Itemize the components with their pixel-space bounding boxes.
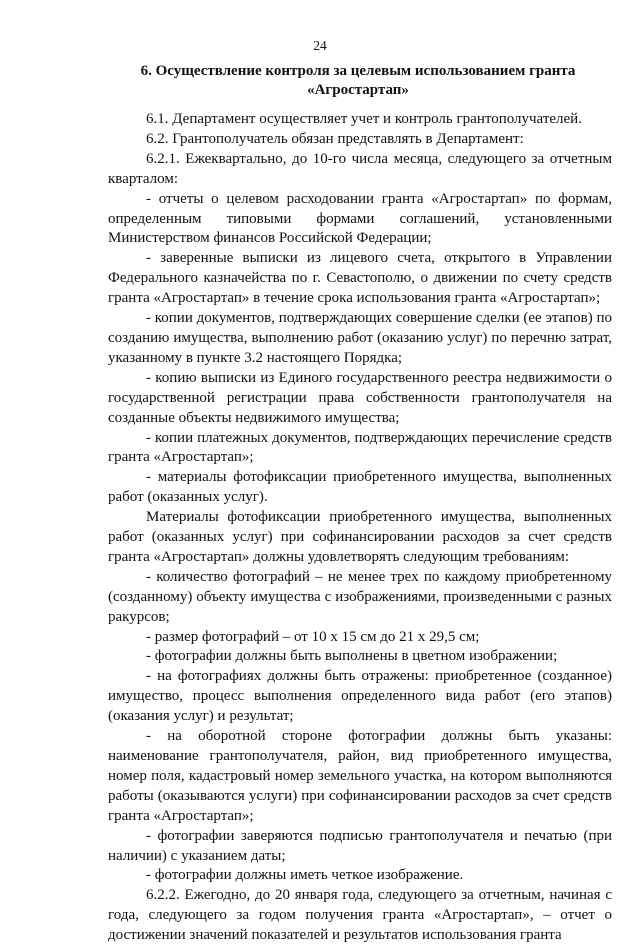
paragraph-photo-requirements: Материалы фотофиксации приобретенного имущества, выполненных работ (оказанных услуг) при софинансировании расходов за счет средств гранта «Агростартап» должны удовлетворять следующим требованиям: — [108, 509, 612, 565]
list-item-registry-extract: - копию выписки из Единого государственного реестра недвижимости о государственной регистрации права собственности грантополучателя на созданные объекты недвижимого имущества; — [108, 369, 612, 426]
section-heading-line-2: «Агростартап» — [307, 82, 409, 98]
list-item-photo-size: - размер фотографий – от 10 х 15 см до 21 х 29,5 см; — [146, 628, 480, 645]
list-item-photo-clarity: - фотографии должны иметь четкое изображение. — [146, 867, 464, 884]
section-heading — [108, 62, 608, 100]
list-item-deal-documents: - копии документов, подтверждающих совершение сделки (ее этапов) по созданию имущества, выполнению работ (оказанию услуг) по перечню затрат, указанному в пункте 3.2 настоящего Порядка; — [108, 310, 612, 366]
paragraph-6-2-1: 6.2.1. Ежеквартально, до 10-го числа месяца, следующего за отчетным кварталом: — [108, 150, 612, 187]
list-item-payment-documents: - копии платежных документов, подтверждающих перечисление средств гранта «Агростартап»; — [108, 429, 612, 466]
page-number: 24 — [313, 38, 327, 53]
list-item-reports: - отчеты о целевом расходовании гранта «Агростартап» по формам, определенным типовыми формами соглашений, установленными Министерством финансов Российской Федерации; — [108, 190, 612, 247]
list-item-photo-content: - на фотографиях должны быть отражены: приобретенное (созданное) имущество, процесс выполнения определенного вида работ (его этапов) (оказания услуг) и результат; — [108, 668, 612, 725]
list-item-account-statements: - заверенные выписки из лицевого счета, открытого в Управлении Федерального казначейства по г. Севастополю, о движении по счету средств гранта «Агростартап» в течение срока использования гранта «Агростартап»; — [108, 250, 612, 307]
document-body — [108, 110, 612, 946]
list-item-photo-reverse-side: - на оборотной стороне фотографии должны быть указаны: наименование грантополучателя, район, вид приобретенного имущества, номер поля, кадастровый номер земельного участка, на котором выполняются работы (оказываются услуги) при софинансировании расходов за счет средств гранта «Агростартап»; — [108, 728, 612, 824]
list-item-photo-color: - фотографии должны быть выполнены в цветном изображении; — [146, 648, 558, 665]
paragraph-6-2-2: 6.2.2. Ежегодно, до 20 января года, следующего за отчетным, начиная с года, следующего за годом получения гранта «Агростартап», – отчет о достижении значений показателей и результатов использования гранта — [108, 887, 612, 944]
list-item-photo-signature: - фотографии заверяются подписью грантополучателя и печатью (при наличии) с указанием даты; — [108, 827, 612, 864]
paragraph-6-2: 6.2. Грантополучатель обязан представлять в Департамент: — [146, 130, 524, 147]
list-item-photo-materials: - материалы фотофиксации приобретенного имущества, выполненных работ (оказанных услуг). — [108, 469, 612, 506]
list-item-photo-count: - количество фотографий – не менее трех по каждому приобретенному (созданному) объекту имущества с изображениями, произведенными с разных ракурсов; — [108, 568, 612, 625]
section-heading-line-1: 6. Осуществление контроля за целевым использованием гранта — [140, 63, 576, 79]
paragraph-6-1: 6.1. Департамент осуществляет учет и контроль грантополучателей. — [146, 111, 582, 127]
